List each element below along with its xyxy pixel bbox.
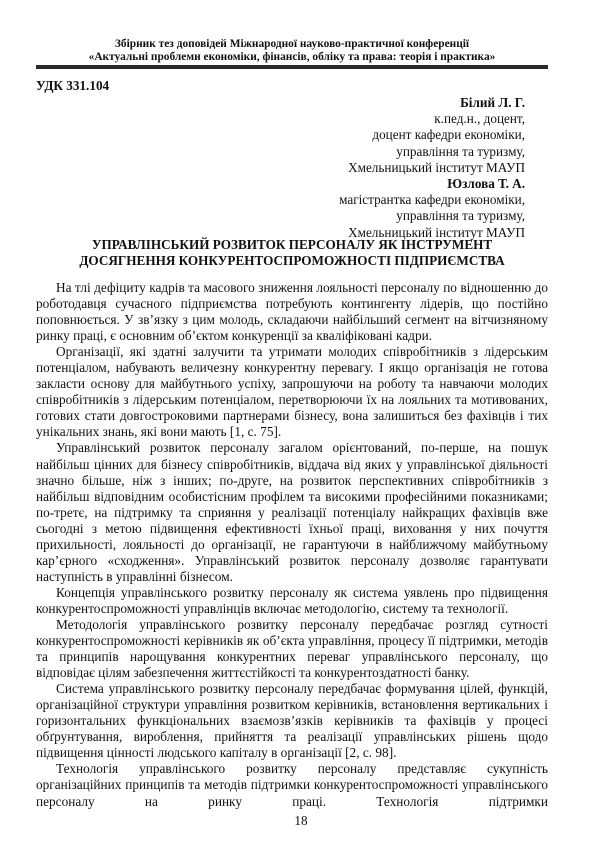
author-affiliation-line: Хмельницький інститут МАУП — [348, 159, 525, 175]
page-number: 18 — [294, 813, 308, 828]
running-header-line-1: Збірник тез доповідей Міжнародної науково-практичної конференції — [114, 38, 470, 50]
article-title-line-2: ДОСЯГНЕННЯ КОНКУРЕНТОСПРОМОЖНОСТІ ПІДПРИЄМСТВА — [79, 253, 505, 268]
body-paragraph: Методологія управлінського розвитку персоналу передбачає розгляд сутності конкурентоспроможності керівників як об’єкта управління, процесу її підтримки, методів та принципів нарощування конкурентних переваг управлінського персоналу, що відповідає цілям забезпечення життєстійкості та конкурентоздатності банку. — [36, 616, 548, 681]
running-header-line-2: «Актуальні проблеми економіки, фінансів, обліку та права: теорія і практика» — [88, 51, 496, 63]
body-paragraph: Концепція управлінського розвитку персоналу як система уявлень про підвищення конкурентоспроможності управлінців включає методологію, систему та технології. — [36, 584, 548, 616]
body-paragraph: Технологія управлінського розвитку персоналу представляє сукупність організаційних принципів та методів підтримки конкурентоспроможності управлінського персоналу на ринку праці. Технологія підтримки — [36, 761, 548, 809]
body-paragraph: Управлінський розвиток персоналу загалом орієнтований, по-перше, на пошук найбільш цінних для бізнесу співробітників, віддача від яких у управлінської діяльності значно більше, ніж з інших; по-друге, на розвиток перспективних співробітників з найбільш відповідним особистісним профілем та високими професійними показниками; по-третє, на підтримку та сприяння у реалізації потенціалу найкращих фахівців вже сьогодні з метою підвищення ефективності їхньої праці, виховання у них почуття прихильності, лояльності до організації, не гарантуючи в найближчому майбутньому кар’єрного «сходження». Управлінський розвиток персоналу дозволяє гарантувати наступність в управлінні бізнесом. — [36, 440, 548, 584]
article-title-line-1: УПРАВЛІНСЬКИЙ РОЗВИТОК ПЕРСОНАЛУ ЯК ІНСТРУМЕНТ — [91, 237, 493, 252]
author-affiliation-line: к.пед.н., доцент, — [434, 111, 525, 127]
body-paragraph: Організації, які здатні залучити та утримати молодих співробітників з лідерським потенціалом, набувають величезну конкурентну перевагу. І якщо організація не готова закласти основу для майбутнього успіху, запрошуючи на роботу та навчаючи молодих співробітників з лідерським потенціалом, перетворюючи їх на лояльних та мотивованих, готових стати довгостроковими партнерами бізнесу, вона залишиться без фахівців і тих унікальних знань, які вони мають [1, с. 75]. — [36, 344, 548, 440]
author-affiliation-line: Хмельницький інститут МАУП — [348, 224, 525, 240]
running-header — [36, 38, 548, 64]
author-name: Білий Л. Г. — [460, 95, 525, 110]
author-affiliation-line: доцент кафедри економіки, — [372, 127, 525, 143]
author-affiliation-line: управління та туризму, — [396, 208, 525, 224]
body-paragraph: На тлі дефіциту кадрів та масового зниження лояльності персоналу по відношенню до роботодавця сучасного підприємства потребують контингенту лідерів, що постійно поповнюється. У зв’язку з цим молодь, складаючи найбільший сегмент на вітчизняному ринку праці, є основним об’єктом конкуренції за кваліфіковані кадри. — [36, 280, 548, 344]
author-affiliation-line: управління та туризму, — [396, 143, 525, 159]
article-body — [36, 280, 548, 810]
author-affiliation-line: магістрантка кафедри економіки, — [339, 192, 525, 208]
article-title — [36, 237, 548, 269]
header-divider — [36, 65, 548, 69]
body-paragraph: Система управлінського розвитку персоналу передбачає формування цілей, функцій, організаційної структури управління розвитком керівників, встановлення вертикальних і горизонтальних функціональних взаємозв’язків керівників та фахівців у процесі обґрунтування, вироблення, прийняття та реалізації управлінських рішень щодо підвищення цінності людського капіталу в організації [2, с. 98]. — [36, 681, 548, 761]
author-block — [339, 95, 525, 241]
author-name: Юзлова Т. А. — [447, 176, 525, 192]
udc-code: УДК 331.104 — [36, 78, 110, 93]
